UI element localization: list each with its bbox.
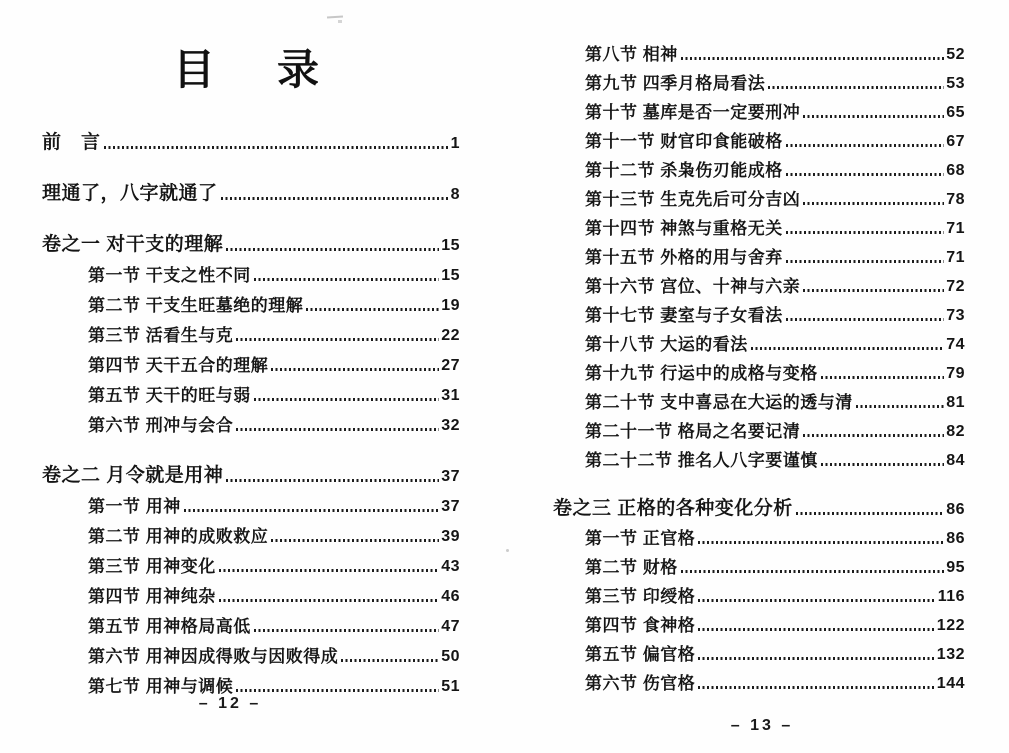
toc-entry-label: 第十九节 行运中的成格与变格 (585, 364, 818, 384)
toc-entry (42, 124, 460, 154)
toc-entry-label: 前 言 (42, 132, 101, 154)
dot-leader-icon (681, 570, 944, 573)
toc-entry-page: 74 (946, 336, 965, 353)
dot-leader-icon (219, 569, 439, 572)
dot-leader-icon (271, 539, 439, 542)
toc-entry-page: 52 (946, 46, 965, 63)
toc-entry-label: 理通了，八字就通了 (42, 183, 218, 205)
toc-entry-label: 第二十节 支中喜忌在大运的透与清 (585, 393, 853, 413)
dot-leader-icon (226, 248, 439, 251)
dot-leader-icon (219, 599, 439, 602)
toc-entry-page: 53 (946, 75, 965, 92)
toc-entry (553, 491, 965, 520)
dot-leader-icon (803, 289, 944, 292)
dot-leader-icon (786, 173, 944, 176)
toc-entry-label: 第十七节 妻室与子女看法 (585, 306, 783, 326)
dot-leader-icon (254, 629, 439, 632)
toc-entry-label: 第九节 四季月格局看法 (585, 74, 766, 94)
dot-leader-icon (786, 231, 944, 234)
toc-entry-page: 31 (441, 387, 460, 404)
toc-entry (42, 667, 460, 697)
toc-entry-page: 65 (946, 104, 965, 121)
dot-leader-icon (698, 541, 944, 544)
toc-entry (553, 123, 965, 152)
toc-entry-label: 第六节 伤官格 (585, 674, 696, 694)
toc-entry-page: 39 (441, 528, 460, 545)
toc-entry (553, 636, 965, 665)
toc-entry (42, 226, 460, 256)
toc-entry-page: 15 (441, 237, 460, 254)
toc-entry-label: 第二节 干支生旺墓绝的理解 (88, 296, 304, 316)
toc-entry-label: 第四节 天干五合的理解 (88, 356, 269, 376)
toc-entry-page: 37 (441, 468, 460, 485)
toc-entry (553, 578, 965, 607)
toc-entry (553, 665, 965, 694)
toc-entry (42, 517, 460, 547)
right-page-number: – 13 – (730, 717, 794, 734)
toc-entry-label: 第三节 印绶格 (585, 587, 696, 607)
dot-leader-icon (236, 428, 439, 431)
toc-entry-label: 第一节 干支之性不同 (88, 266, 251, 286)
toc-entry (553, 520, 965, 549)
toc-entry-page: 84 (946, 452, 965, 469)
toc-entry-page: 122 (936, 617, 965, 634)
toc-entry (42, 637, 460, 667)
toc-entry-label: 卷之二 月令就是用神 (42, 465, 224, 487)
dot-leader-icon (751, 347, 944, 350)
toc-entry (42, 316, 460, 346)
dot-leader-icon (184, 509, 439, 512)
toc-entry-label: 第二十二节 推名人八字要谨慎 (585, 451, 818, 471)
toc-entry (553, 65, 965, 94)
toc-entry-page: 116 (937, 588, 965, 605)
toc-entry (553, 210, 965, 239)
toc-entry-label: 第四节 用神纯杂 (88, 587, 216, 607)
toc-entry (42, 577, 460, 607)
toc-entry-page: 15 (441, 267, 460, 284)
dot-leader-icon (786, 318, 944, 321)
toc-entry-page: 19 (441, 297, 460, 314)
toc-entry-page: 51 (441, 678, 460, 695)
toc-entry (553, 268, 965, 297)
dot-leader-icon (236, 338, 439, 341)
dot-leader-icon (698, 686, 935, 689)
dot-leader-icon (803, 115, 944, 118)
toc-entry-page: 37 (441, 498, 460, 515)
toc-entry-label: 第十一节 财官印食能破格 (585, 132, 783, 152)
toc-entry-label: 第十三节 生克先后可分吉凶 (585, 190, 801, 210)
toc-entry-label: 第五节 天干的旺与弱 (88, 386, 251, 406)
toc-entry (42, 256, 460, 286)
dot-leader-icon (768, 86, 944, 89)
toc-entry-label: 第十二节 杀枭伤刃能成格 (585, 161, 783, 181)
toc-entry-page: 1 (450, 135, 460, 152)
dot-leader-icon (226, 479, 439, 482)
toc-entry-label: 卷之一 对干支的理解 (42, 234, 224, 256)
toc-entry-label: 第七节 用神与调候 (88, 677, 234, 697)
toc-entry-page: 8 (450, 186, 460, 203)
scan-artifact (327, 15, 343, 18)
dot-leader-icon (306, 308, 439, 311)
toc-entry-label: 第十八节 大运的看法 (585, 335, 748, 355)
toc-entry-label: 第六节 刑冲与会合 (88, 416, 234, 436)
toc-entry-page: 95 (946, 559, 965, 576)
toc-entry-page: 22 (441, 327, 460, 344)
scan-artifact (506, 549, 509, 552)
toc-entry-page: 81 (946, 394, 965, 411)
toc-entry-page: 43 (441, 558, 460, 575)
toc-entry (42, 286, 460, 316)
right-page (553, 36, 965, 694)
toc-entry (553, 326, 965, 355)
dot-leader-icon (104, 146, 449, 149)
toc-entry-page: 144 (936, 675, 965, 692)
dot-leader-icon (821, 376, 944, 379)
toc-entry-label: 第二节 财格 (585, 558, 678, 578)
dot-leader-icon (803, 434, 944, 437)
dot-leader-icon (271, 368, 439, 371)
toc-entry-label: 第六节 用神因成得败与因败得成 (88, 647, 339, 667)
toc-entry (553, 607, 965, 636)
dot-leader-icon (681, 57, 944, 60)
toc-entry-label: 卷之三 正格的各种变化分析 (553, 498, 793, 520)
toc-entry (553, 297, 965, 326)
toc-entry-page: 71 (946, 220, 965, 237)
dot-leader-icon (254, 278, 439, 281)
dot-leader-icon (786, 144, 944, 147)
toc-entry (553, 94, 965, 123)
toc-entry (553, 239, 965, 268)
dot-leader-icon (341, 659, 439, 662)
dot-leader-icon (821, 463, 944, 466)
toc-entry-label: 第十节 墓库是否一定要刑冲 (585, 103, 801, 123)
dot-leader-icon (236, 689, 439, 692)
toc-entry-page: 32 (441, 417, 460, 434)
left-toc-list (42, 124, 460, 697)
toc-title: 目 录 (172, 46, 329, 93)
toc-entry-label: 第四节 食神格 (585, 616, 696, 636)
right-toc-list (553, 36, 965, 694)
dot-leader-icon (796, 512, 944, 515)
toc-entry (42, 406, 460, 436)
toc-entry (553, 36, 965, 65)
toc-entry-label: 第十六节 宫位、十神与六亲 (585, 277, 801, 297)
toc-entry-label: 第三节 活看生与克 (88, 326, 234, 346)
toc-entry-label: 第十四节 神煞与重格无关 (585, 219, 783, 239)
toc-entry-page: 86 (946, 530, 965, 547)
toc-entry-label: 第八节 相神 (585, 45, 678, 65)
toc-entry-label: 第五节 偏官格 (585, 645, 696, 665)
toc-entry (553, 152, 965, 181)
toc-entry (553, 355, 965, 384)
toc-entry (553, 181, 965, 210)
dot-leader-icon (221, 197, 449, 200)
dot-leader-icon (786, 260, 944, 263)
dot-leader-icon (698, 599, 935, 602)
toc-entry-page: 27 (441, 357, 460, 374)
toc-entry-page: 82 (946, 423, 965, 440)
toc-entry-page: 47 (441, 618, 460, 635)
toc-entry-label: 第二十一节 格局之名要记清 (585, 422, 801, 442)
toc-entry-page: 132 (936, 646, 965, 663)
toc-entry-page: 78 (946, 191, 965, 208)
dot-leader-icon (856, 405, 944, 408)
toc-entry (42, 487, 460, 517)
scan-artifact (338, 20, 342, 23)
toc-entry-page: 79 (946, 365, 965, 382)
toc-entry-page: 46 (441, 588, 460, 605)
toc-entry (553, 442, 965, 471)
toc-entry-label: 第一节 用神 (88, 497, 181, 517)
toc-entry-page: 72 (946, 278, 965, 295)
toc-entry-page: 86 (946, 501, 965, 518)
left-page (42, 40, 460, 697)
toc-entry-page: 68 (946, 162, 965, 179)
toc-entry-page: 71 (946, 249, 965, 266)
toc-entry (42, 457, 460, 487)
toc-entry-page: 73 (946, 307, 965, 324)
dot-leader-icon (698, 657, 935, 660)
toc-entry (42, 376, 460, 406)
toc-entry-page: 50 (441, 648, 460, 665)
toc-entry-label: 第五节 用神格局高低 (88, 617, 251, 637)
toc-entry (553, 413, 965, 442)
toc-entry-label: 第三节 用神变化 (88, 557, 216, 577)
toc-entry (553, 549, 965, 578)
toc-entry (42, 607, 460, 637)
left-page-number: – 12 – (198, 695, 262, 712)
dot-leader-icon (698, 628, 935, 631)
dot-leader-icon (803, 202, 944, 205)
toc-entry-page: 67 (946, 133, 965, 150)
toc-entry (553, 384, 965, 413)
dot-leader-icon (254, 398, 439, 401)
toc-entry-label: 第二节 用神的成败救应 (88, 527, 269, 547)
toc-entry (42, 547, 460, 577)
toc-entry (42, 346, 460, 376)
toc-entry-label: 第十五节 外格的用与舍弃 (585, 248, 783, 268)
toc-entry-label: 第一节 正官格 (585, 529, 696, 549)
toc-entry (42, 175, 460, 205)
